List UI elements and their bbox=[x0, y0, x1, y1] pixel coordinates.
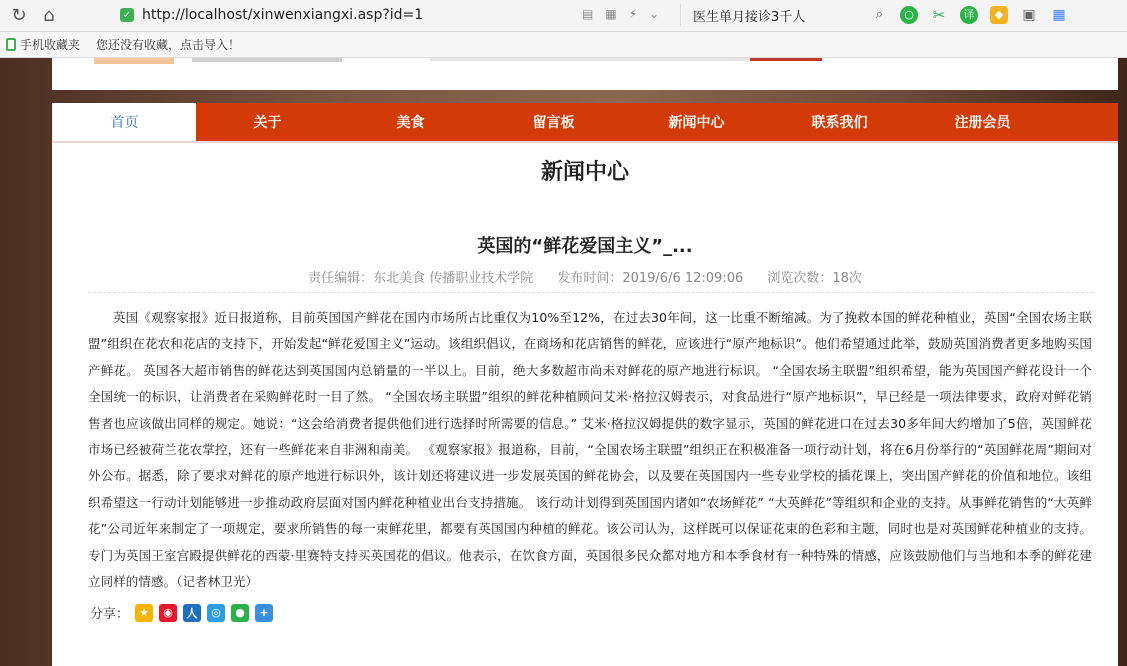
site-logo bbox=[94, 58, 174, 64]
divider bbox=[88, 292, 1094, 293]
site-logo-text bbox=[192, 58, 342, 62]
main-nav bbox=[52, 103, 1118, 141]
header-search-box[interactable] bbox=[430, 58, 750, 61]
page-background bbox=[0, 58, 1127, 666]
nav-news[interactable]: 新闻中心 bbox=[668, 115, 725, 131]
address-tools bbox=[582, 7, 659, 21]
article-meta bbox=[52, 267, 1118, 286]
article-published: 发布时间：2019/6/6 12:09:06 bbox=[557, 271, 744, 286]
url-text: http://localhost/xinwenxiangxi.asp?id=1 bbox=[142, 7, 424, 23]
page-title: 新闻中心 bbox=[540, 160, 629, 185]
shield-ext-icon[interactable]: ◆ bbox=[990, 6, 1008, 24]
article-editor: 责任编辑：东北美食 传播职业技术学院 bbox=[308, 271, 534, 286]
article-title: 英国的“鲜花爱国主义”_... bbox=[477, 236, 693, 257]
article-body: 英国《观察家报》近日报道称，目前英国国产鲜花在国内市场所占比重仅为10%至12%，在过去30年间，这一比重不断缩减。为了挽救本国的鲜花种植业，英国“全国农场主联盟”组织在花农和花店的支持下，开始发起“鲜花爱国主义”运动。该组织倡议，在商场和花店销售的鲜花，应该进行“原产地标识”。他们希望通过此举，鼓励英国消费者更多地购买国产鲜花。 英国各大超市销售的鲜花达到英国国内总销量的一半以上。目前，绝大多数超市尚未对鲜花的原产地进行标识。 “全国农场主联盟”组织希望，能为英国国产鲜花设计一个全国统一的标识，让消费者在采购鲜花时一目了然。 “全国农场主联盟”组织的鲜花种植顾问艾米·格拉汉姆表示，对食品进行“原产地标识”，早已经是一项法律要求，政府对鲜花销售者也应该做出同样的规定。她说：“这会给消费者提供他们进行选择时所需要的信息。” 艾米·格拉汉姆提供的数字显示，英国的鲜花进口在过去30多年间大约增加了5倍，英国鲜花市场已经被荷兰花农掌控，还有一些鲜花来自非洲和南美。 《观察家报》报道称，目前，“全国农场主联盟”组织正在积极准备一项行动计划，将在6月份举行的“英国鲜花周”期间对外公布。据悉，除了要求对鲜花的原产地进行标识外，该计划还将建议进一步发展英国的鲜花协会，以及要在英国国内一些专业学校的插花课上，突出国产鲜花的价值和地位。该组织希望这一行动计划能够进一步推动政府层面对国内鲜花种植业出台支持措施。 该行动计划得到英国国内诸如“农场鲜花” “大英鲜花”等组织和企业的支持。从事鲜花销售的“大英鲜花”公司近年来制定了一项规定，要求所销售的每一束鲜花里，都要有英国国内种植的鲜花。该公司认为，这样既可以保证花束的色彩和主题，同时也是对英国鲜花种植业的支持。 专门为英国王室宫殿提供鲜花的西蒙·里赛特支持买英国花的倡议。他表示，在饮食方面，英国很多民众都对地方和本季食材有一种特殊的情感，应该鼓励他们与当地和本季的鲜花建立同样的情感。（记者林卫光） bbox=[88, 310, 1092, 590]
qq-icon[interactable]: ◎ bbox=[207, 604, 225, 622]
wechat-ext-icon[interactable]: ○ bbox=[900, 6, 918, 24]
browser-toolbar bbox=[0, 0, 1127, 32]
chevron-down-icon[interactable]: ⌄ bbox=[649, 7, 660, 21]
speed-icon[interactable]: ⚡ bbox=[628, 7, 638, 21]
search-text: 医生单月接诊3千人 bbox=[693, 9, 806, 25]
nav-about[interactable]: 关于 bbox=[253, 115, 282, 131]
translate-icon[interactable]: 译 bbox=[960, 6, 978, 24]
image-ext-icon[interactable]: ▣ bbox=[1022, 7, 1036, 23]
extensions-area bbox=[900, 6, 1068, 24]
bookmarks-bar bbox=[0, 32, 1127, 58]
more-icon[interactable]: + bbox=[255, 604, 273, 622]
main-content bbox=[52, 141, 1118, 666]
nav-register[interactable]: 注册会员 bbox=[954, 115, 1011, 131]
bookmarks-mobile-link[interactable]: 手机收藏夹 bbox=[20, 38, 81, 52]
nav-contact[interactable]: 联系我们 bbox=[811, 115, 868, 131]
browser-search-input[interactable] bbox=[680, 4, 889, 26]
bookmarks-empty-hint[interactable]: 您还没有收藏，点击导入！ bbox=[96, 38, 241, 52]
nav-guestbook[interactable]: 留言板 bbox=[532, 115, 575, 131]
divider bbox=[52, 141, 1118, 143]
wechat-icon[interactable]: ● bbox=[231, 604, 249, 622]
search-icon[interactable]: ⌕ bbox=[875, 7, 883, 22]
site-header bbox=[52, 58, 1118, 90]
reload-icon[interactable]: ↻ bbox=[11, 5, 27, 26]
nav-food[interactable]: 美食 bbox=[396, 115, 425, 131]
renren-icon[interactable]: 人 bbox=[183, 604, 201, 622]
secure-shield-icon: ✓ bbox=[120, 8, 134, 22]
qrcode-icon[interactable]: ▦ bbox=[605, 7, 617, 21]
share-label: 分享： bbox=[90, 607, 130, 622]
home-icon[interactable]: ⌂ bbox=[43, 5, 55, 26]
reader-icon[interactable]: ▤ bbox=[582, 7, 594, 21]
phone-icon bbox=[6, 38, 16, 51]
qzone-icon[interactable]: ★ bbox=[135, 604, 153, 622]
article-views: 浏览次数：18次 bbox=[767, 271, 862, 286]
share-bar bbox=[90, 603, 273, 622]
header-search-button[interactable] bbox=[750, 58, 822, 61]
weibo-icon[interactable]: ◉ bbox=[159, 604, 177, 622]
scissors-icon[interactable]: ✂ bbox=[932, 6, 946, 24]
apps-grid-icon[interactable]: ▦ bbox=[1052, 7, 1066, 23]
nav-home[interactable]: 首页 bbox=[52, 103, 196, 141]
